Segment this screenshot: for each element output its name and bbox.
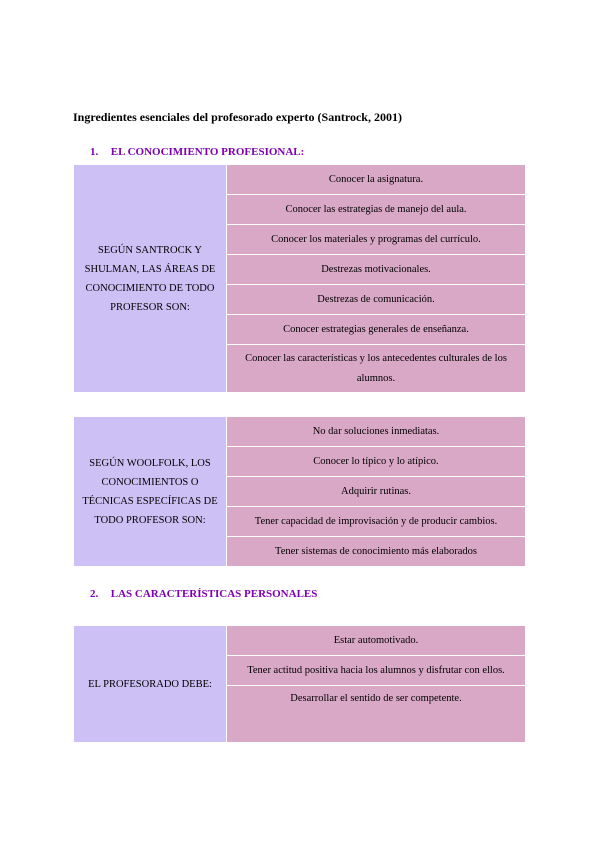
- table-cell: Destrezas motivacionales.: [227, 255, 526, 285]
- knowledge-table-santrock: [73, 164, 526, 393]
- table-cell: No dar soluciones inmediatas.: [227, 417, 526, 447]
- table-label: SEGÚN WOOLFOLK, LOS CONOCIMIENTOS O TÉCNICAS ESPECÍFICAS DE TODO PROFESOR SON:: [74, 417, 227, 567]
- table-cell: Conocer los materiales y programas del currículo.: [227, 225, 526, 255]
- section-number: 1.: [90, 146, 99, 158]
- table-cell: Conocer lo típico y lo atípico.: [227, 447, 526, 477]
- table-label: SEGÚN SANTROCK Y SHULMAN, LAS ÁREAS DE CONOCIMIENTO DE TODO PROFESOR SON:: [74, 165, 227, 393]
- table-cell: Tener actitud positiva hacia los alumnos y disfrutar con ellos.: [227, 656, 526, 686]
- table-cell: Conocer las estrategias de manejo del aula.: [227, 195, 526, 225]
- table-cell: Tener capacidad de improvisación y de producir cambios.: [227, 507, 526, 537]
- section-title: EL CONOCIMIENTO PROFESIONAL:: [110, 146, 305, 158]
- table-cell: Tener sistemas de conocimiento más elaborados: [227, 537, 526, 567]
- section-title: LAS CARACTERÍSTICAS PERSONALES: [110, 588, 318, 600]
- table-cell: Conocer las características y los antecedentes culturales de los alumnos.: [227, 345, 526, 393]
- section-number: 2.: [90, 588, 99, 600]
- personal-traits-table: [73, 625, 526, 743]
- table-cell: Conocer estrategias generales de enseñanza.: [227, 315, 526, 345]
- document-title: Ingredientes esenciales del profesorado experto (Santrock, 2001): [73, 110, 402, 124]
- section-heading-1: [90, 146, 304, 158]
- table-label: EL PROFESORADO DEBE:: [74, 626, 227, 743]
- section-heading-2: [90, 588, 317, 600]
- table-cell: Desarrollar el sentido de ser competente.: [227, 686, 526, 743]
- table-cell: Conocer la asignatura.: [227, 165, 526, 195]
- knowledge-table-woolfolk: [73, 416, 526, 567]
- table-cell: Destrezas de comunicación.: [227, 285, 526, 315]
- table-cell: Estar automotivado.: [227, 626, 526, 656]
- table-cell: Adquirir rutinas.: [227, 477, 526, 507]
